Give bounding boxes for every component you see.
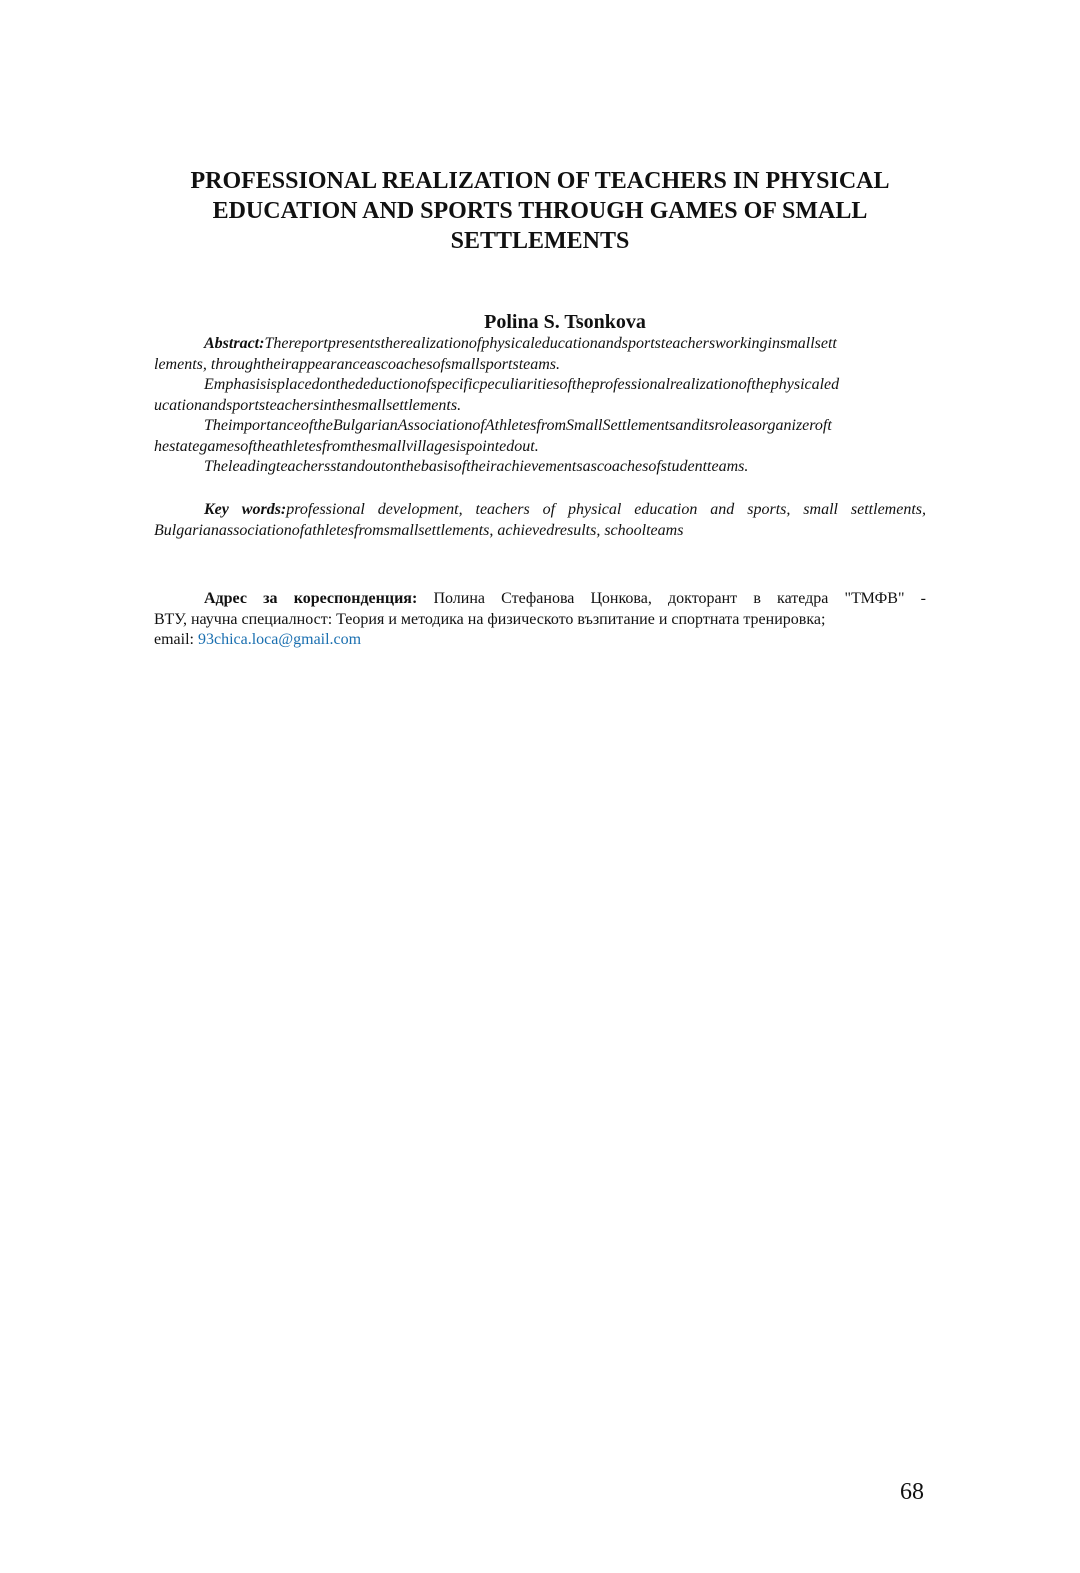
keywords-line: Bulgarianassociationofathletesfromsmallsettlements, achievedresults, schoolteams xyxy=(154,521,684,539)
title-line: EDUCATION AND SPORTS THROUGH GAMES OF SMALL xyxy=(212,198,868,224)
paper-title xyxy=(140,166,940,256)
title-line: PROFESSIONAL REALIZATION OF TEACHERS IN PHYSICAL xyxy=(190,168,890,194)
abstract-line: Theleadingteachersstandoutonthebasisoftheirachievementsascoachesofstudentteams. xyxy=(204,458,749,475)
abstract-line: Thereportpresentstherealizationofphysicaleducationandsportsteachersworkinginsmallsett xyxy=(264,335,837,352)
keywords-line: professional development, teachers of physical education and sports, small settlements, xyxy=(286,501,927,518)
abstract-line: ucationandsportsteachersinthesmallsettlements. xyxy=(154,396,462,414)
abstract-section xyxy=(154,334,926,478)
email-label: email: xyxy=(154,631,198,648)
abstract-line: Emphasisisplacedonthedeductionofspecificpeculiaritiesoftheprofessionalrealizationofthephysicaled xyxy=(204,376,840,393)
keywords-label: Key words: xyxy=(204,501,287,518)
email-link[interactable]: 93chica.loca@gmail.com xyxy=(197,631,362,648)
title-line: SETTLEMENTS xyxy=(450,228,630,254)
address-line: ВТУ, научна специалност: Теория и методика на физическото възпитание и спортната тренировка; xyxy=(154,610,826,628)
author-name: Polina S. Tsonkova xyxy=(484,311,646,333)
address-line: Полина Стефанова Цонкова, докторант в катедра "ТМФВ" - xyxy=(417,590,926,607)
address-label: Адрес за кореспонденция: xyxy=(204,590,418,607)
page-number: 68 xyxy=(900,1479,924,1505)
abstract-line: TheimportanceoftheBulgarianAssociationofAthletesfromSmallSettlementsanditsroleasorganizeroft xyxy=(204,417,832,434)
abstract-label: Abstract: xyxy=(204,335,265,352)
correspondence-address xyxy=(154,589,926,651)
abstract-line: lements, throughtheirappearanceascoachesofsmallsportsteams. xyxy=(154,355,561,373)
keywords-section xyxy=(154,500,926,541)
abstract-line: hestategamesoftheathletesfromthesmallvillagesispointedout. xyxy=(154,437,539,455)
